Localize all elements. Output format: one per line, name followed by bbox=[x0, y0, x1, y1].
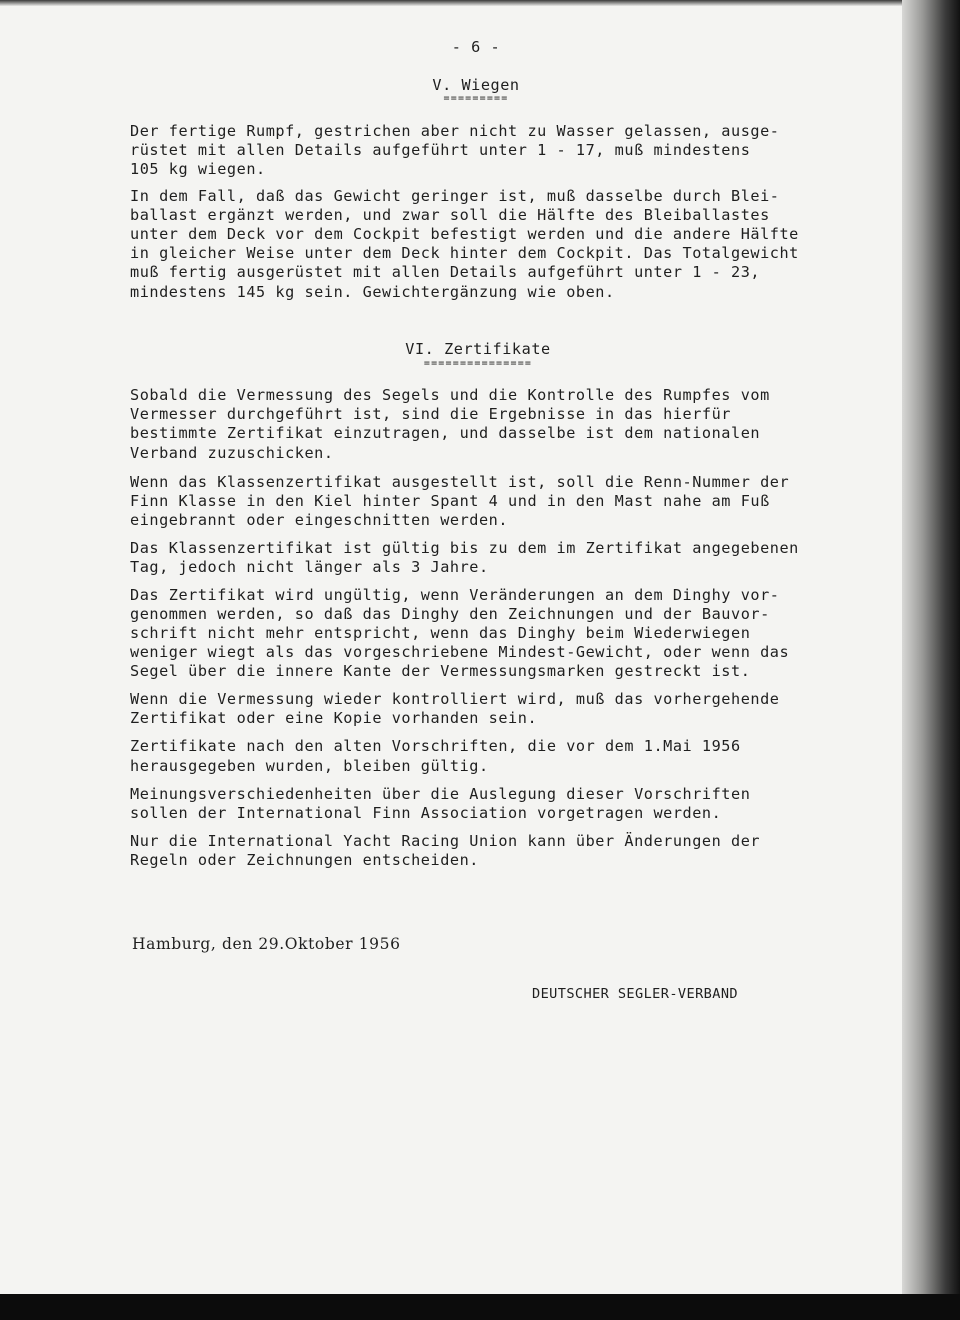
page-number: - 6 - bbox=[451, 38, 501, 56]
scan-bottom-band bbox=[0, 1294, 960, 1320]
text-line: Das Zertifikat wird ungültig, wenn Veränderungen an dem Dinghy vor- bbox=[130, 586, 780, 604]
text-line: 105 kg wiegen. bbox=[130, 160, 266, 178]
text-line: genommen werden, so daß das Dinghy den Zeichnungen und der Bauvor- bbox=[130, 605, 770, 623]
scan-right-edge bbox=[902, 0, 960, 1320]
text-line: Wenn die Vermessung wieder kontrolliert wird, muß das vorhergehende bbox=[130, 690, 780, 708]
section-5-heading: V. Wiegen bbox=[432, 76, 520, 94]
text-line: Finn Klasse in den Kiel hinter Spant 4 und in den Mast nahe am Fuß bbox=[130, 492, 770, 510]
text-line: herausgegeben wurden, bleiben gültig. bbox=[130, 757, 489, 775]
text-line: Zertifikate nach den alten Vorschriften, die vor dem 1.Mai 1956 bbox=[130, 737, 741, 755]
section-5-heading-underline: ========= bbox=[443, 93, 509, 104]
text-line: Vermesser durchgeführt ist, sind die Ergebnisse in das hierfür bbox=[130, 405, 732, 423]
text-line: eingebrannt oder eingeschnitten werden. bbox=[130, 511, 509, 529]
text-line: in gleicher Weise unter dem Deck hinter dem Cockpit. Das Totalgewicht bbox=[130, 244, 799, 262]
text-line: muß fertig ausgerüstet mit allen Details aufgeführt unter 1 - 23, bbox=[130, 263, 761, 281]
text-line: bestimmte Zertifikat einzutragen, und dasselbe ist dem nationalen bbox=[130, 424, 761, 442]
text-line: rüstet mit allen Details aufgeführt unter 1 - 17, muß mindestens bbox=[130, 141, 751, 159]
text-line: schrift nicht mehr entspricht, wenn das Dinghy beim Wiederwiegen bbox=[130, 624, 751, 642]
section-6-heading-underline: =============== bbox=[423, 358, 533, 369]
place-date: Hamburg, den 29.Oktober 1956 bbox=[132, 935, 401, 953]
text-line: weniger wiegt als das vorgeschriebene Mindest-Gewicht, oder wenn das bbox=[130, 643, 790, 661]
text-line: In dem Fall, daß das Gewicht geringer ist, muß dasselbe durch Blei- bbox=[130, 187, 780, 205]
text-line: Wenn das Klassenzertifikat ausgestellt ist, soll die Renn-Nummer der bbox=[130, 473, 790, 491]
text-line: Tag, jedoch nicht länger als 3 Jahre. bbox=[130, 558, 489, 576]
text-line: mindestens 145 kg sein. Gewichtergänzung wie oben. bbox=[130, 283, 615, 301]
text-line: Der fertige Rumpf, gestrichen aber nicht zu Wasser gelassen, ausge- bbox=[130, 122, 780, 140]
text-line: Meinungsverschiedenheiten über die Auslegung dieser Vorschriften bbox=[130, 785, 751, 803]
text-line: Regeln oder Zeichnungen entscheiden. bbox=[130, 851, 479, 869]
text-line: Segel über die innere Kante der Vermessungsmarken gestreckt ist. bbox=[130, 662, 751, 680]
text-line: Nur die International Yacht Racing Union kann über Änderungen der bbox=[130, 832, 761, 850]
text-line: sollen der International Finn Association vorgetragen werden. bbox=[130, 804, 722, 822]
text-line: unter dem Deck vor dem Cockpit befestigt werden und die andere Hälfte bbox=[130, 225, 799, 243]
scan-top-edge bbox=[0, 0, 960, 6]
text-line: Verband zuzuschicken. bbox=[130, 444, 334, 462]
section-6-heading: VI. Zertifikate bbox=[405, 340, 551, 358]
text-line: ballast ergänzt werden, und zwar soll die Hälfte des Bleiballastes bbox=[130, 206, 770, 224]
text-line: Das Klassenzertifikat ist gültig bis zu dem im Zertifikat angegebenen bbox=[130, 539, 799, 557]
text-line: Zertifikat oder eine Kopie vorhanden sein. bbox=[130, 709, 538, 727]
text-line: Sobald die Vermessung des Segels und die Kontrolle des Rumpfes vom bbox=[130, 386, 770, 404]
signature-organization: DEUTSCHER SEGLER-VERBAND bbox=[532, 986, 739, 1002]
